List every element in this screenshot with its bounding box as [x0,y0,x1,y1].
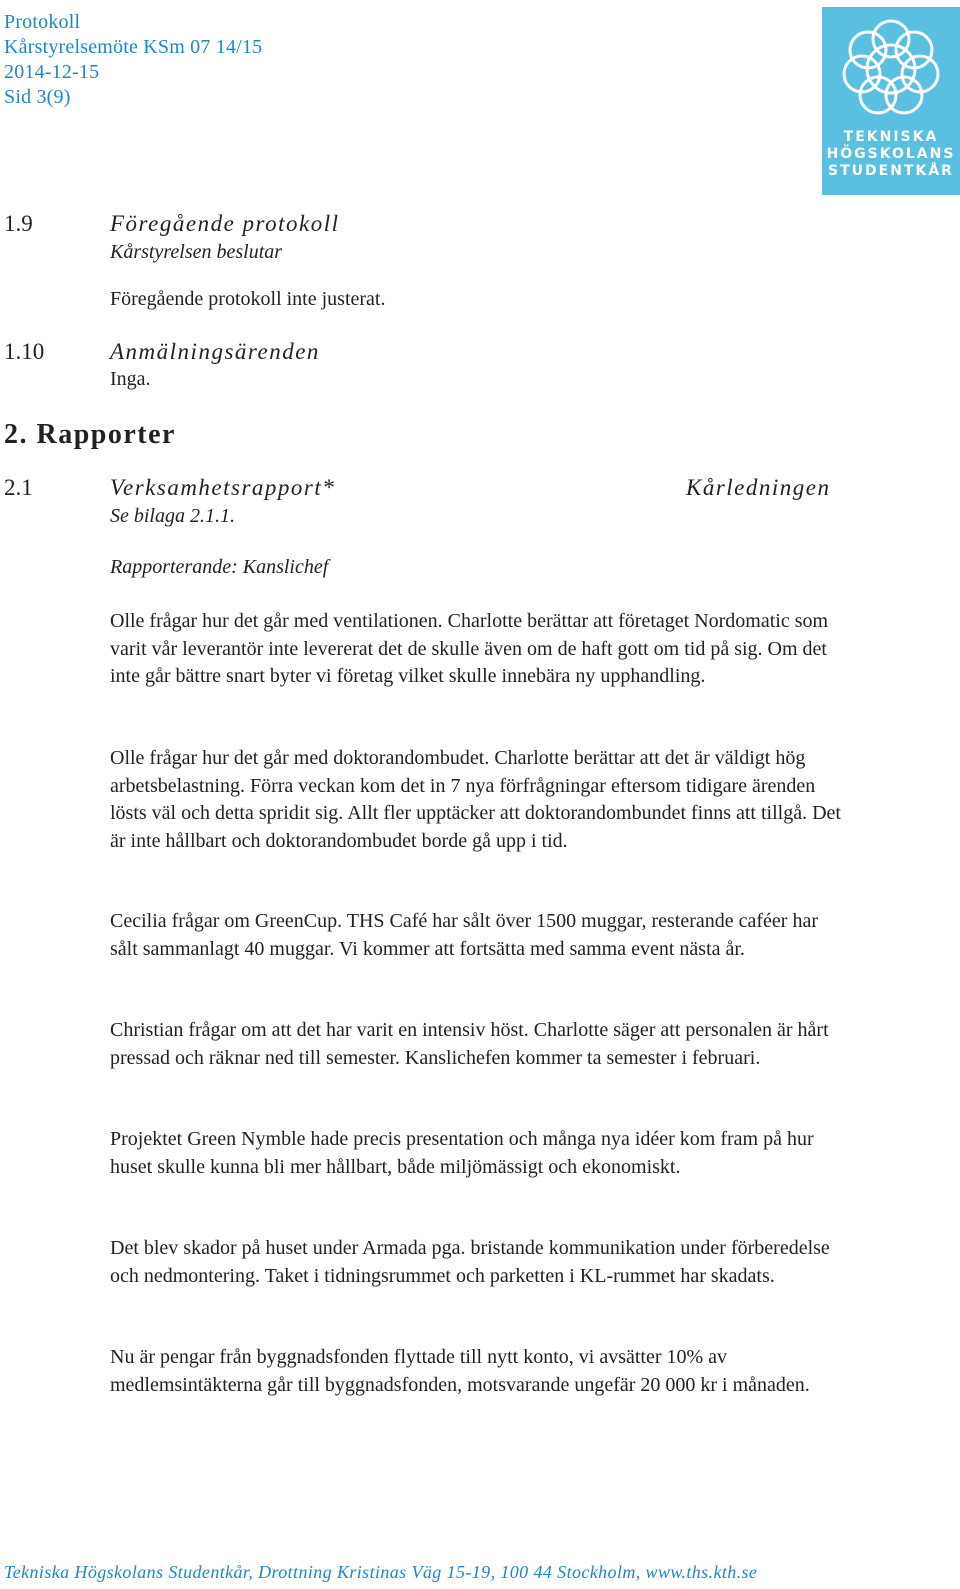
logo-line-2: HÖGSKOLANS [826,146,956,162]
page-footer: Tekniska Högskolans Studentkår, Drottning Kristinas Väg 15-19, 100 44 Stockholm, www.ths.kth.se [4,1562,758,1582]
report-paragraph: Olle frågar hur det går med doktorandombudet. Charlotte berättar att det är väldigt hög arbetsbelastning. Förra veckan kom det in 7 nya förfrågningar eftersom tidigare ärenden lösts väl och detta spridit sig. Allt fler upptäcker att doktorandombundet finns att tillgå. Det är inte hållbart och doktorandombudet borde gå upp i tid. [110,747,841,852]
report-paragraph: Nu är pengar från byggnadsfonden flyttade till nytt konto, vi avsätter 10% av medlemsintäkterna går till byggnadsfonden, motsvarande ungefär 20 000 kr i månaden. [110,1346,810,1396]
section-number: 1.9 [4,211,33,236]
meeting-date: 2014-12-15 [4,61,100,83]
doc-type: Protokoll [4,11,81,33]
rings-emblem-icon [822,7,960,127]
logo-wordmark [822,129,960,180]
section-number: 1.10 [4,339,45,364]
report-paragraph: Christian frågar om att det har varit en intensiv höst. Charlotte säger att personalen är hårt pressad och räknar ned till semester. Kanslichefen kommer ta semester i februari. [110,1019,829,1069]
document-header [4,10,262,110]
reporter-label: Rapporterande: Kanslichef [110,556,329,578]
logo-line-3: STUDENTKÅR [828,163,954,179]
chapter-title: 2. Rapporter [4,419,176,450]
ths-logo [822,7,960,195]
section-number: 2.1 [4,475,33,500]
page-number: Sid 3(9) [4,86,71,108]
section-title: Föregående protokoll [110,211,340,236]
section-title: Anmälningsärenden [110,339,320,364]
decision-text: Föregående protokoll inte justerat. [110,288,386,310]
logo-line-1: TEKNISKA [843,129,939,145]
section-text: Inga. [110,368,151,390]
report-paragraph: Olle frågar hur det går med ventilationen. Charlotte berättar att företaget Nordomatic som varit vår leverantör inte levererat det de skulle även om de haft gott om tid på sig. Om det inte går bättre snart byter vi företag vilket skulle innebära ny upphandling. [110,610,829,687]
decision-label: Kårstyrelsen beslutar [110,241,283,263]
report-paragraph: Projektet Green Nymble hade precis presentation och många nya idéer kom fram på hur huset skulle kunna bli mer hållbart, både miljömässigt och ekonomiskt. [110,1128,814,1178]
responsible-party: Kårledningen [686,475,831,500]
attachment-reference: Se bilaga 2.1.1. [110,505,235,527]
section-title: Verksamhetsrapport* [110,475,336,500]
report-paragraph: Det blev skador på huset under Armada pga. bristande kommunikation under förberedelse och nedmontering. Taket i tidningsrummet och parketten i KL-rummet har skadats. [110,1237,830,1287]
meeting-title: Kårstyrelsemöte KSm 07 14/15 [4,36,263,58]
report-paragraph: Cecilia frågar om GreenCup. THS Café har sålt över 1500 muggar, resterande caféer har sålt sammanlagt 40 muggar. Vi kommer att fortsätta med samma event nästa år. [110,910,818,960]
